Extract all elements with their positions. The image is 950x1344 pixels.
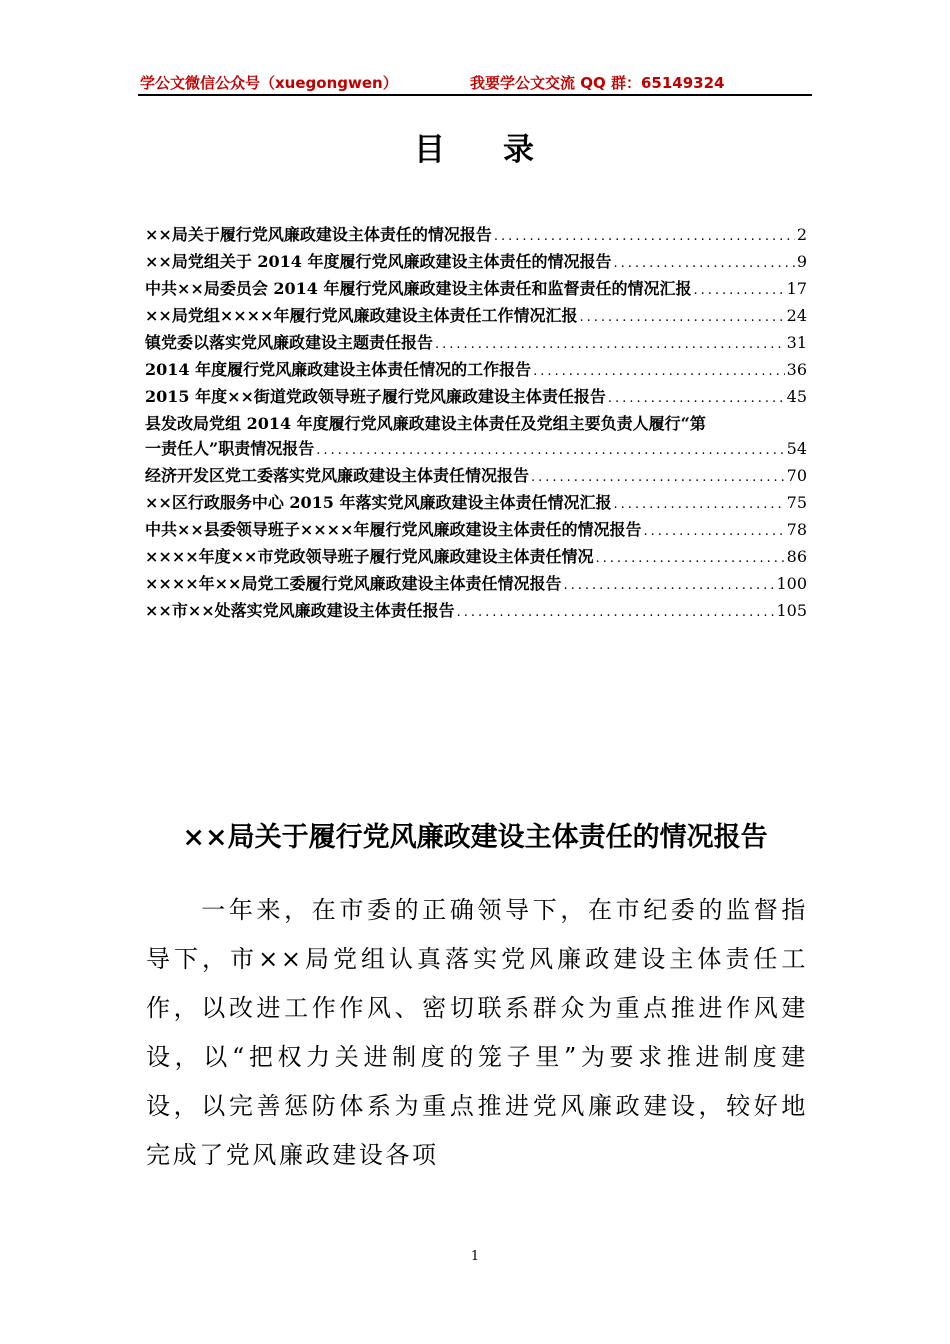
- toc-item[interactable]: 中共××局委员会 2014 年履行党风廉政建设主体责任和监督责任的情况汇报 ..... 17: [145, 276, 807, 303]
- toc-item[interactable]: 2015 年度××街道党政领导班子履行党风廉政建设主体责任报告 ..... 45: [145, 384, 807, 411]
- toc-item[interactable]: ××××年度××市党政领导班子履行党风廉政建设主体责任情况 ..... 86: [145, 544, 807, 571]
- toc-item[interactable]: ××区行政服务中心 2015 年落实党风廉政建设主体责任情况汇报 ..... 75: [145, 490, 807, 517]
- toc-item[interactable]: ××局关于履行党风廉政建设主体责任的情况报告 ..... 2: [145, 222, 807, 249]
- toc-title: 目 录: [414, 132, 536, 168]
- toc-item[interactable]: 镇党委以落实党风廉政建设主题责任报告 ..... 31: [145, 330, 807, 357]
- toc-item[interactable]: 中共××县委领导班子××××年履行党风廉政建设主体责任的情况报告 ..... 78: [145, 517, 807, 544]
- document-title: ××局关于履行党风廉政建设主体责任的情况报告: [182, 822, 768, 853]
- page-number: 1: [470, 1249, 480, 1264]
- page-header: [138, 68, 812, 96]
- table-of-contents: [145, 222, 807, 625]
- header-qq-text: 我要学公文交流 QQ 群：65149324: [470, 74, 725, 92]
- header-wechat-text: 学公文微信公众号（xuegongwen）: [140, 74, 398, 92]
- body-paragraph: 一年来，在市委的正确领导下，在市纪委的监督指导下，市××局党组认真落实党风廉政建设主体责任工作，以改进工作作风、密切联系群众为重点推进作风建设，以“把权力关进制度的笼子里”为要求推进制度建设，以完善惩防体系为重点推进党风廉政建设，较好地完成了党风廉政建设各项: [146, 896, 808, 1169]
- toc-item[interactable]: ××局党组××××年履行党风廉政建设主体责任工作情况汇报 ..... 24: [145, 303, 807, 330]
- toc-item-first-line[interactable]: 县发改局党组 2014 年度履行党风廉政建设主体责任及党组主要负责人履行“第: [145, 414, 706, 433]
- toc-item[interactable]: 2014 年度履行党风廉政建设主体责任情况的工作报告 ..... 36: [145, 357, 807, 384]
- toc-item[interactable]: 经济开发区党工委落实党风廉政建设主体责任情况报告 ..... 70: [145, 463, 807, 490]
- toc-item[interactable]: ××市××处落实党风廉政建设主体责任报告 ..... 105: [145, 598, 807, 625]
- toc-item[interactable]: ××局党组关于 2014 年度履行党风廉政建设主体责任的情况报告 ..... 9: [145, 249, 807, 276]
- toc-item[interactable]: ××××年××局党工委履行党风廉政建设主体责任情况报告 ..... 100: [145, 571, 807, 598]
- toc-item[interactable]: 一责任人”职责情况报告 ..... 54: [145, 436, 807, 463]
